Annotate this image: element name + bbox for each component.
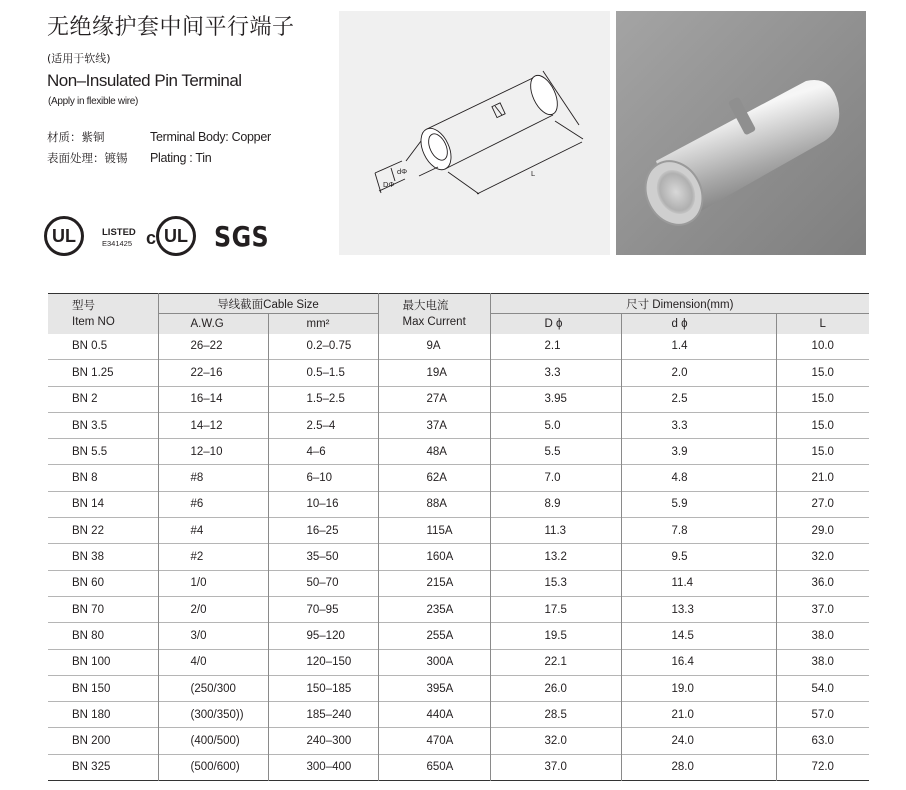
cell-max-current: 650A bbox=[378, 754, 490, 780]
cell-item-no: BN 150 bbox=[72, 682, 111, 695]
cell-awg: (250/300 bbox=[158, 675, 268, 701]
header-d: d ϕ bbox=[621, 314, 776, 334]
cell-mm2: 0.2–0.75 bbox=[268, 334, 378, 360]
page-title-en: Non–Insulated Pin Terminal bbox=[47, 71, 242, 90]
cell-d: 9.5 bbox=[621, 544, 776, 570]
cell-max-current: 88A bbox=[378, 491, 490, 517]
cell-L: 15.0 bbox=[776, 412, 869, 438]
table-row bbox=[48, 754, 869, 780]
header-awg: A.W.G bbox=[158, 314, 268, 334]
cell-d: 19.0 bbox=[621, 675, 776, 701]
listed-number: E341425 bbox=[102, 239, 133, 248]
cell-mm2: 150–185 bbox=[268, 675, 378, 701]
cell-D: 17.5 bbox=[490, 596, 621, 622]
header-cable-size: 导线截面Cable Size bbox=[158, 294, 378, 314]
cell-awg: #4 bbox=[158, 518, 268, 544]
spec-table bbox=[48, 293, 869, 781]
table-row bbox=[48, 465, 869, 491]
cell-max-current: 27A bbox=[378, 386, 490, 412]
cell-mm2: 120–150 bbox=[268, 649, 378, 675]
spec-material-label: 材质：紫铜 bbox=[47, 130, 105, 144]
cell-L: 38.0 bbox=[776, 623, 869, 649]
spec-plating-label: 表面处理：镀锡 bbox=[47, 151, 128, 165]
cell-L: 63.0 bbox=[776, 728, 869, 754]
cell-item-no: BN 100 bbox=[72, 656, 111, 669]
cell-L: 15.0 bbox=[776, 360, 869, 386]
cell-L: 36.0 bbox=[776, 570, 869, 596]
header-item bbox=[48, 294, 158, 334]
cell-item-no: BN 180 bbox=[72, 708, 111, 721]
cell-max-current: 215A bbox=[378, 570, 490, 596]
dimension-label-d-big: DΦ bbox=[383, 180, 395, 189]
dimension-label-d-small: dΦ bbox=[397, 167, 408, 176]
cell-d: 14.5 bbox=[621, 623, 776, 649]
technical-drawing bbox=[339, 11, 610, 255]
spec-material bbox=[47, 129, 271, 145]
table-row bbox=[48, 728, 869, 754]
cell-L: 27.0 bbox=[776, 491, 869, 517]
cell-d: 2.5 bbox=[621, 386, 776, 412]
subtitle-cn: (适用于软线) bbox=[47, 52, 111, 65]
spec-plating-value: Plating : Tin bbox=[150, 151, 212, 165]
cell-item-no: BN 3.5 bbox=[72, 419, 108, 432]
cell-awg: #8 bbox=[158, 465, 268, 491]
cell-D: 13.2 bbox=[490, 544, 621, 570]
cell-d: 13.3 bbox=[621, 596, 776, 622]
cell-d: 28.0 bbox=[621, 754, 776, 780]
cell-L: 15.0 bbox=[776, 386, 869, 412]
table-row bbox=[48, 702, 869, 728]
table-header-row bbox=[48, 294, 869, 314]
cell-D: 32.0 bbox=[490, 728, 621, 754]
cell-D: 26.0 bbox=[490, 675, 621, 701]
cell-awg: (400/500) bbox=[158, 728, 268, 754]
cell-awg: #6 bbox=[158, 491, 268, 517]
cell-D: 28.5 bbox=[490, 702, 621, 728]
cell-item-no: BN 200 bbox=[72, 735, 111, 748]
cell-max-current: 37A bbox=[378, 412, 490, 438]
cell-awg: (300/350)) bbox=[158, 702, 268, 728]
table-row bbox=[48, 570, 869, 596]
terminal-drawing-svg bbox=[339, 11, 610, 255]
page-title-cn: 无绝缘护套中间平行端子 bbox=[47, 15, 295, 40]
cell-D: 7.0 bbox=[490, 465, 621, 491]
cell-awg: 22–16 bbox=[158, 360, 268, 386]
cell-D: 37.0 bbox=[490, 754, 621, 780]
cell-max-current: 48A bbox=[378, 439, 490, 465]
cell-max-current: 115A bbox=[378, 518, 490, 544]
cell-L: 29.0 bbox=[776, 518, 869, 544]
cell-item-no: BN 0.5 bbox=[72, 340, 108, 353]
cell-max-current: 395A bbox=[378, 675, 490, 701]
cell-D: 11.3 bbox=[490, 518, 621, 544]
table-row bbox=[48, 675, 869, 701]
spec-plating bbox=[47, 150, 211, 166]
cell-awg: 14–12 bbox=[158, 412, 268, 438]
cell-max-current: 9A bbox=[378, 334, 490, 360]
cell-awg: 12–10 bbox=[158, 439, 268, 465]
table-body bbox=[48, 334, 869, 781]
cell-D: 3.3 bbox=[490, 360, 621, 386]
table-row bbox=[48, 491, 869, 517]
cell-mm2: 6–10 bbox=[268, 465, 378, 491]
table-row bbox=[48, 439, 869, 465]
cell-awg: 3/0 bbox=[158, 623, 268, 649]
cell-L: 38.0 bbox=[776, 649, 869, 675]
table-row bbox=[48, 623, 869, 649]
header-current bbox=[378, 294, 490, 334]
table-row bbox=[48, 518, 869, 544]
dimension-label-length: L bbox=[531, 169, 536, 178]
header-current-cn: 最大电流 bbox=[402, 299, 449, 312]
cell-item-no: BN 22 bbox=[72, 524, 104, 537]
cell-d: 2.0 bbox=[621, 360, 776, 386]
cell-awg: #2 bbox=[158, 544, 268, 570]
cell-L: 37.0 bbox=[776, 596, 869, 622]
cell-max-current: 440A bbox=[378, 702, 490, 728]
table-row bbox=[48, 596, 869, 622]
cell-D: 2.1 bbox=[490, 334, 621, 360]
cell-item-no: BN 8 bbox=[72, 472, 98, 485]
cell-D: 5.5 bbox=[490, 439, 621, 465]
table-row bbox=[48, 386, 869, 412]
cell-mm2: 95–120 bbox=[268, 623, 378, 649]
cell-item-no: BN 80 bbox=[72, 629, 104, 642]
cell-mm2: 240–300 bbox=[268, 728, 378, 754]
cell-L: 21.0 bbox=[776, 465, 869, 491]
cell-item-no: BN 60 bbox=[72, 577, 104, 590]
certification-logos bbox=[44, 216, 284, 256]
header-item-cn: 型号 bbox=[72, 300, 95, 312]
cell-max-current: 235A bbox=[378, 596, 490, 622]
cell-item-no: BN 1.25 bbox=[72, 366, 114, 379]
cell-mm2: 50–70 bbox=[268, 570, 378, 596]
cell-mm2: 35–50 bbox=[268, 544, 378, 570]
cell-D: 3.95 bbox=[490, 386, 621, 412]
header-current-en: Max Current bbox=[402, 315, 466, 328]
cell-awg: 16–14 bbox=[158, 386, 268, 412]
cell-item-no: BN 70 bbox=[72, 603, 104, 616]
cell-d: 11.4 bbox=[621, 570, 776, 596]
cell-awg: 4/0 bbox=[158, 649, 268, 675]
cell-awg: 2/0 bbox=[158, 596, 268, 622]
cul-logo: UL bbox=[156, 216, 196, 256]
cell-max-current: 300A bbox=[378, 649, 490, 675]
cell-mm2: 2.5–4 bbox=[268, 412, 378, 438]
cell-L: 15.0 bbox=[776, 439, 869, 465]
cell-item-no: BN 325 bbox=[72, 761, 111, 774]
cell-mm2: 0.5–1.5 bbox=[268, 360, 378, 386]
cell-max-current: 62A bbox=[378, 465, 490, 491]
subtitle-en: (Apply in flexible wire) bbox=[48, 96, 139, 107]
listed-text: LISTED bbox=[102, 227, 136, 238]
table-row bbox=[48, 334, 869, 360]
cell-max-current: 19A bbox=[378, 360, 490, 386]
cell-max-current: 160A bbox=[378, 544, 490, 570]
cell-D: 19.5 bbox=[490, 623, 621, 649]
cell-d: 1.4 bbox=[621, 334, 776, 360]
cell-item-no: BN 5.5 bbox=[72, 445, 108, 458]
cell-item-no: BN 14 bbox=[72, 498, 104, 511]
cell-max-current: 255A bbox=[378, 623, 490, 649]
cell-d: 24.0 bbox=[621, 728, 776, 754]
cell-max-current: 470A bbox=[378, 728, 490, 754]
cell-item-no: BN 38 bbox=[72, 551, 104, 564]
table-row bbox=[48, 412, 869, 438]
cell-awg: 1/0 bbox=[158, 570, 268, 596]
cell-d: 16.4 bbox=[621, 649, 776, 675]
cell-item-no: BN 2 bbox=[72, 393, 98, 406]
ul-logo: UL bbox=[44, 216, 84, 256]
cell-L: 57.0 bbox=[776, 702, 869, 728]
header-item-en: Item NO bbox=[72, 316, 115, 328]
cell-d: 21.0 bbox=[621, 702, 776, 728]
cell-mm2: 4–6 bbox=[268, 439, 378, 465]
table-row bbox=[48, 544, 869, 570]
product-photo-svg bbox=[616, 11, 866, 255]
cell-mm2: 185–240 bbox=[268, 702, 378, 728]
c-ul-mark: c bbox=[146, 228, 157, 248]
header-L: L bbox=[776, 314, 869, 334]
sgs-logo: SGS bbox=[214, 220, 270, 253]
cell-d: 3.3 bbox=[621, 412, 776, 438]
cell-mm2: 1.5–2.5 bbox=[268, 386, 378, 412]
cell-D: 8.9 bbox=[490, 491, 621, 517]
cell-mm2: 10–16 bbox=[268, 491, 378, 517]
cell-L: 54.0 bbox=[776, 675, 869, 701]
cell-awg: (500/600) bbox=[158, 754, 268, 780]
cell-D: 5.0 bbox=[490, 412, 621, 438]
cell-D: 22.1 bbox=[490, 649, 621, 675]
cell-awg: 26–22 bbox=[158, 334, 268, 360]
cell-d: 3.9 bbox=[621, 439, 776, 465]
header-mm: mm² bbox=[268, 314, 378, 334]
spec-material-value: Terminal Body: Copper bbox=[150, 130, 271, 144]
header-dimension: 尺寸 Dimension(mm) bbox=[490, 294, 869, 314]
table-row bbox=[48, 649, 869, 675]
cell-D: 15.3 bbox=[490, 570, 621, 596]
product-photo bbox=[616, 11, 866, 255]
cell-d: 7.8 bbox=[621, 518, 776, 544]
cell-d: 4.8 bbox=[621, 465, 776, 491]
cell-mm2: 16–25 bbox=[268, 518, 378, 544]
cell-L: 32.0 bbox=[776, 544, 869, 570]
header-D: D ϕ bbox=[490, 314, 621, 334]
cell-mm2: 70–95 bbox=[268, 596, 378, 622]
table-row bbox=[48, 360, 869, 386]
cell-mm2: 300–400 bbox=[268, 754, 378, 780]
cell-L: 72.0 bbox=[776, 754, 869, 780]
cell-d: 5.9 bbox=[621, 491, 776, 517]
cell-L: 10.0 bbox=[776, 334, 869, 360]
